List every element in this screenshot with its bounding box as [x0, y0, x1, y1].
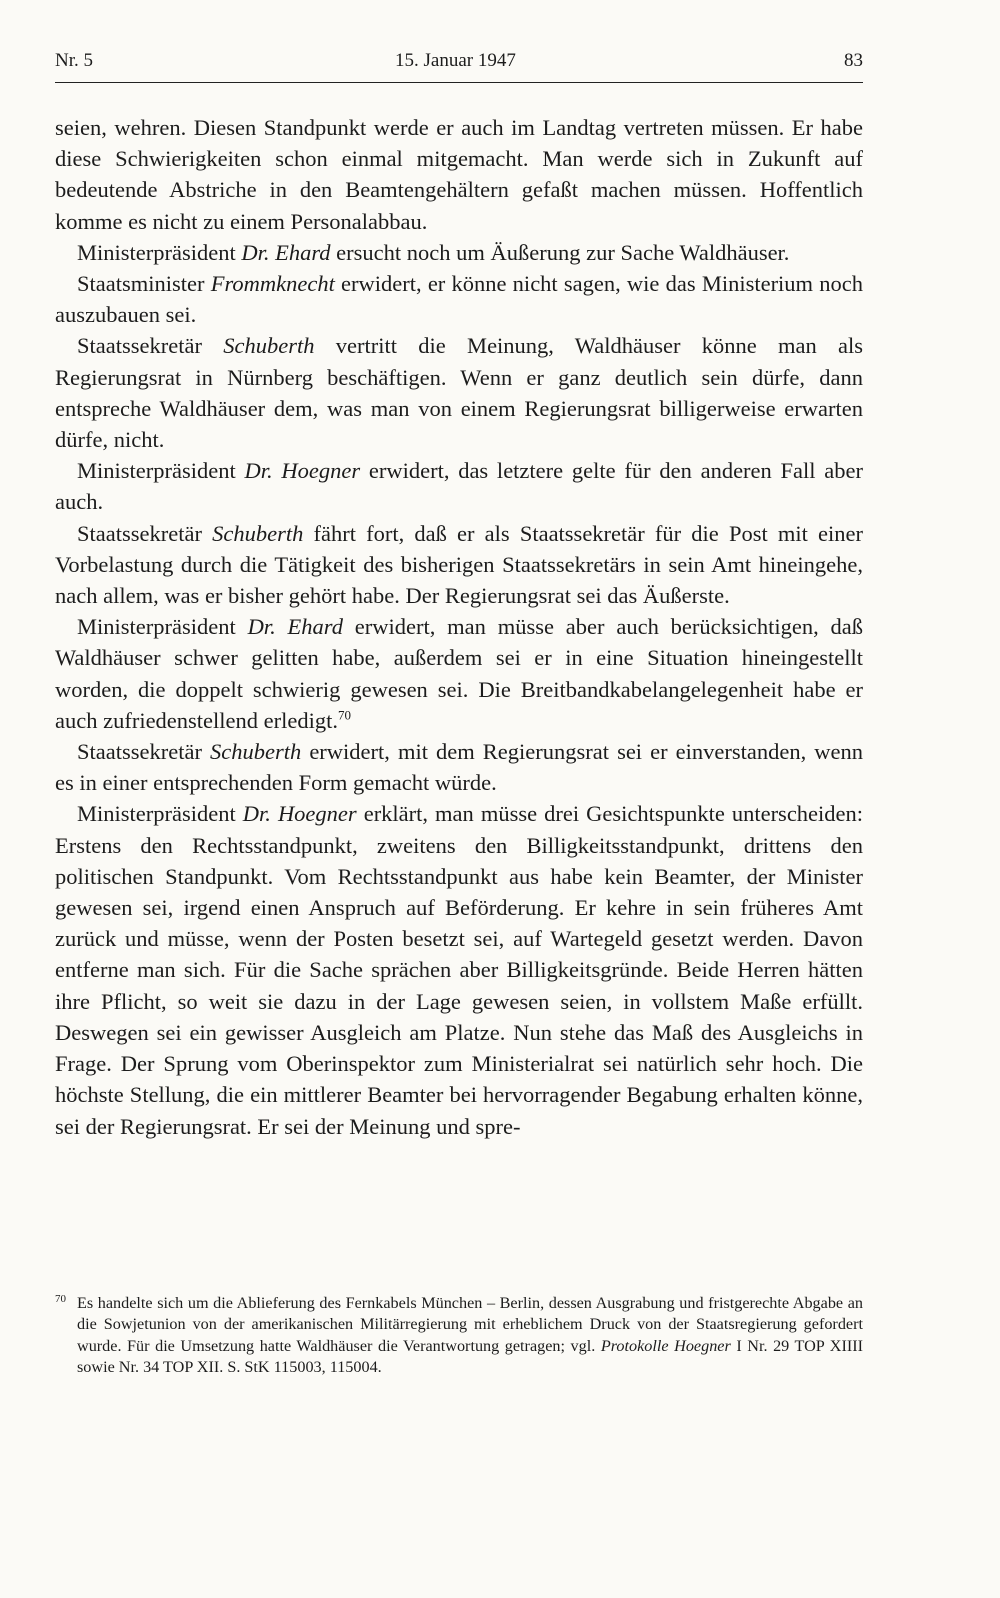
paragraph — [55, 455, 863, 517]
speaker-name: Schuberth — [210, 739, 302, 765]
footnote-citation: Protokolle Hoegner — [600, 1336, 731, 1355]
paragraph-text: erwidert, mit dem Regierungsrat sei er einverstanden, wenn es in einer entsprechenden Form gemacht würde. — [55, 739, 864, 796]
paragraph — [55, 736, 863, 798]
speaker-title: Dr. — [241, 239, 270, 265]
speaker-name: Ehard — [275, 239, 331, 265]
footnote-text: Es handelte sich um die Ablieferung des Fernkabels München – Berlin, dessen Ausgrabung und fristgerechte Abgabe an die Sowjetunion von der amerikanischen Militärregierung mit erheblichem Druck von der Staatsregierung gefordert wurde. Für die Umsetzung hatte Waldhäuser die Verantwortung getragen; vgl. — [77, 1294, 863, 1355]
speaker-role: Staatssekretär — [77, 333, 202, 359]
paragraph — [55, 237, 863, 268]
speaker-name: Hoegner — [277, 801, 357, 827]
speaker-role: Ministerpräsident — [77, 614, 236, 640]
paragraph — [55, 798, 863, 1141]
footnote — [55, 1293, 863, 1379]
speaker-name: Schuberth — [223, 333, 315, 359]
page-number: 83 — [844, 50, 863, 71]
body-text — [55, 112, 863, 1142]
paragraph — [55, 330, 863, 455]
speaker-name: Hoegner — [281, 458, 361, 484]
speaker-role: Staatssekretär — [77, 520, 202, 546]
paragraph-text: ersucht noch um Äußerung zur Sache Waldhäuser. — [336, 239, 790, 265]
footnote-text: I Nr. 29 TOP XIIII sowie Nr. 34 TOP XII. S. StK 115003, 115004. — [77, 1336, 864, 1377]
paragraph-text: erwidert, das letztere gelte für den anderen Fall aber auch. — [55, 458, 863, 515]
paragraph-text: fährt fort, daß er als Staatssekretär für die Post mit einer Vorbelastung durch die Tätigkeit des bisherigen Staatssekretärs in sein Amt hineingehe, nach allem, was er bisher gehört habe. Der Regierungsrat sei das Äußerste. — [55, 520, 863, 609]
footnote-paragraph: 70 Es handelte sich um die Ablieferung des Fernkabels München – Berlin, dessen Ausgrabung und fristgerechte Abgabe an die Sowjetunion von der amerikanischen Militärregierung mit erheblichem Druck von der Staatsregierung gefordert wurde. Für die Umsetzung hatte Waldhäuser die Verantwortung getragen; vgl. Protokolle Hoegner I Nr. 29 TOP XIIII sowie Nr. 34 TOP XII. S. StK 115003, 115004. — [55, 1292, 864, 1377]
issue-number: Nr. 5 — [55, 50, 93, 71]
speaker-name: Frommknecht — [210, 271, 335, 297]
paragraph-text: erwidert, man müsse aber auch berücksichtigen, daß Waldhäuser schwer gelitten habe, außerdem sei er in eine Situation hineingestellt worden, die doppelt schwierig gewesen sei. Die Breitbandkabelangelegenheit habe er auch zufriedenstellend erledigt. — [55, 614, 864, 733]
speaker-role: Ministerpräsident — [77, 458, 236, 484]
speaker-role: Ministerpräsident — [77, 239, 236, 265]
paragraph-text: seien, wehren. Diesen Standpunkt werde er auch im Landtag vertreten müssen. Er habe diese Schwierigkeiten schon einmal mitgemacht. Man werde sich in Zukunft auf bedeutende Abstriche in den Beamtengehältern gefaßt machen müssen. Hoffentlich komme es nicht zu einem Personalabbau. — [55, 115, 863, 234]
paragraph-text: vertritt die Meinung, Waldhäuser könne man als Regierungsrat in Nürnberg beschäftigen. Wenn er ganz deutlich sein dürfe, dann entspreche Waldhäuser dem, was man von einem Regierungsrat billigerweise erwarten dürfe, nicht. — [55, 333, 864, 453]
speaker-name: Ehard — [287, 614, 343, 640]
paragraph — [55, 268, 863, 330]
paragraph — [55, 112, 863, 237]
header-date: 15. Januar 1947 — [395, 50, 516, 71]
speaker-role: Ministerpräsident — [77, 801, 236, 827]
speaker-title: Dr. — [242, 801, 271, 827]
header-rule — [55, 82, 863, 83]
speaker-role: Staatsminister — [77, 271, 205, 297]
paragraph-text: erklärt, man müsse drei Gesichtspunkte unterscheiden: Erstens den Rechtsstandpunkt, zweitens den Billigkeitsstandpunkt, drittens den politischen Standpunkt. Vom Rechtsstandpunkt aus habe kein Beamter, der Minister gewesen sei, irgend einen Anspruch auf Beförderung. Er kehre in sein früheres Amt zurück und müsse, wenn der Posten besetzt sei, auf Wartegeld gesetzt werden. Davon entferne man sich. Für die Sache sprächen aber Billigkeitsgründe. Beide Herren hätten ihre Pflicht, so weit sie dazu in der Lage gewesen seien, in vollstem Maße erfüllt. Deswegen sei ein gewisser Ausgleich am Platze. Nun stehe das Maß des Ausgleichs in Frage. Der Sprung vom Oberinspektor zum Ministerialrat sei natürlich sehr hoch. Die höchste Stellung, die ein mittlerer Beamter bei hervorragender Begabung erhalten könne, sei der Regierungsrat. Er sei der Meinung und spre- — [55, 801, 864, 1139]
paragraph — [55, 518, 863, 612]
page-header — [55, 46, 863, 80]
speaker-name: Schuberth — [212, 520, 304, 546]
paragraph — [55, 611, 863, 736]
paragraph-text: erwidert, er könne nicht sagen, wie das Ministerium noch auszubauen sei. — [55, 271, 864, 328]
speaker-title: Dr. — [244, 458, 273, 484]
speaker-role: Staatssekretär — [77, 739, 202, 765]
footnote-reference[interactable]: 70 — [338, 707, 351, 723]
speaker-title: Dr. — [247, 614, 276, 640]
